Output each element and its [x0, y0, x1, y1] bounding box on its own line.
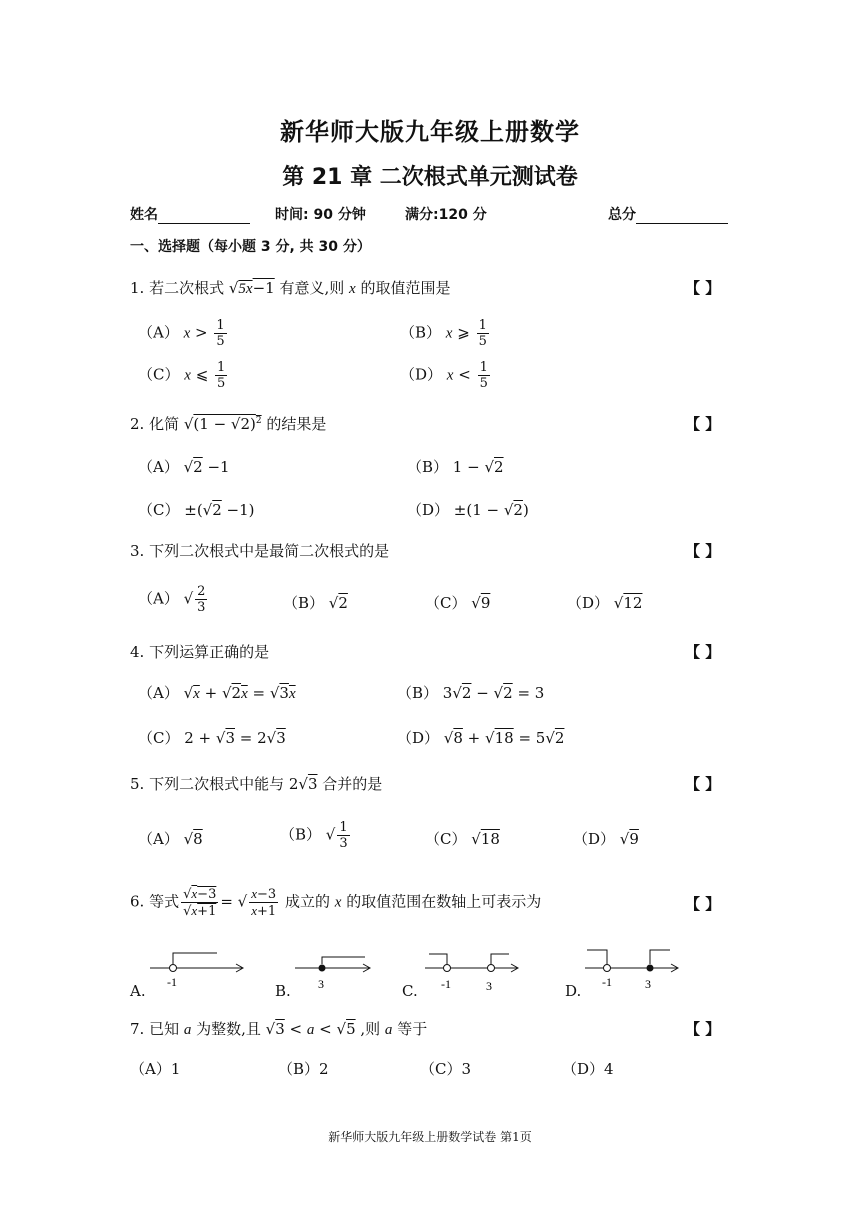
name-field: [130, 204, 250, 224]
q3-option-c[interactable]: （C） √9: [425, 594, 491, 612]
q5-option-c[interactable]: （C） √18: [425, 830, 500, 848]
q2-option-a[interactable]: （A） √2 −1: [138, 458, 230, 476]
answer-bracket-5[interactable]: 【 】: [685, 775, 721, 793]
question-1: 1. 若二次根式 √5x−1 有意义,则 x 的取值范围是: [130, 279, 451, 297]
q5-option-b[interactable]: （B） √ $\frac{1}{3}$: [280, 820, 348, 851]
q6-number-line-a: [150, 948, 250, 993]
full-score-label: 满分:120 分: [405, 207, 487, 223]
axis-label-b-1: 3: [318, 977, 324, 991]
q6-option-c-label[interactable]: C.: [402, 982, 418, 1000]
q2-option-c[interactable]: （C） ±(√2 −1): [138, 501, 255, 519]
name-label: 姓名: [130, 207, 158, 223]
q4-option-c[interactable]: （C） 2 + √3 = 2√3: [138, 729, 286, 747]
section-heading: 一、选择题（每小题 3 分, 共 30 分）: [130, 239, 371, 255]
total-field: [608, 204, 728, 224]
answer-bracket-6[interactable]: 【 】: [685, 895, 721, 913]
question-5: 5. 下列二次根式中能与 2√3 合并的是: [130, 775, 383, 793]
q1-option-c[interactable]: （C） x ⩽ $\frac{1}{5}$: [138, 360, 226, 391]
answer-bracket-2[interactable]: 【 】: [685, 415, 721, 433]
page-footer: 新华师大版九年级上册数学试卷 第1页: [328, 1130, 532, 1144]
q6-number-line-b: [295, 948, 395, 993]
q2-option-d[interactable]: （D） ±(1 − √2): [407, 501, 529, 519]
axis-label-d-1: -1: [602, 975, 612, 989]
q4-option-a[interactable]: （A） √x + √2x = √3x: [138, 684, 296, 702]
q7-option-a[interactable]: （A）1: [130, 1060, 181, 1078]
axis-label-a-1: -1: [167, 975, 177, 989]
q3-option-a[interactable]: （A） √ $\frac{2}{3}$: [138, 584, 206, 615]
question-4: 4. 下列运算正确的是: [130, 643, 270, 661]
q3-option-b[interactable]: （B） √2: [283, 594, 348, 612]
total-blank[interactable]: [636, 209, 728, 224]
q6-number-line-d: [585, 948, 685, 993]
q7-option-d[interactable]: （D）4: [562, 1060, 614, 1078]
answer-bracket-7[interactable]: 【 】: [685, 1020, 721, 1038]
q1-option-b[interactable]: （B） x ⩾ $\frac{1}{5}$: [400, 318, 487, 349]
q4-option-b[interactable]: （B） 3√2 − √2 = 3: [397, 684, 545, 702]
q6-option-d-label[interactable]: D.: [565, 982, 582, 1000]
q7-option-c[interactable]: （C）3: [420, 1060, 472, 1078]
question-7: 7. 已知 a 为整数,且 √3 < a < √5 ,则 a 等于: [130, 1020, 428, 1038]
time-label: 时间: 90 分钟: [275, 207, 366, 223]
q4-option-d[interactable]: （D） √8 + √18 = 5√2: [397, 729, 565, 747]
q6-number-line-c: [425, 948, 525, 993]
question-6: 6. 等式 $\frac{√x-3}{√x+1}$ = √ $\frac{x-3}{x+1}$ 成立的 x 的取值范围在数轴上可表示为: [130, 886, 542, 919]
q6-option-a-label[interactable]: A.: [130, 982, 146, 1000]
axis-label-c-1: -1: [441, 977, 451, 991]
question-2: 2. 化简 $√(1 - √2)^2$ 的结果是: [130, 415, 327, 433]
q1-option-a[interactable]: （A） x > $\frac{1}{5}$: [138, 318, 225, 349]
q7-option-b[interactable]: （B）2: [278, 1060, 329, 1078]
q6-option-b-label[interactable]: B.: [275, 982, 291, 1000]
answer-bracket-1[interactable]: 【 】: [685, 279, 721, 297]
document-title: 新华师大版九年级上册数学: [280, 117, 580, 146]
answer-bracket-4[interactable]: 【 】: [685, 643, 721, 661]
axis-label-c-2: 3: [486, 979, 492, 993]
axis-label-d-2: 3: [645, 977, 651, 991]
total-label: 总分: [608, 207, 636, 223]
q2-option-b[interactable]: （B） 1 − √2: [407, 458, 504, 476]
q5-option-d[interactable]: （D） √9: [573, 830, 639, 848]
q3-option-d[interactable]: （D） √12: [567, 594, 643, 612]
answer-bracket-3[interactable]: 【 】: [685, 542, 721, 560]
question-3: 3. 下列二次根式中是最简二次根式的是: [130, 542, 390, 560]
name-blank[interactable]: [158, 209, 250, 224]
q5-option-a[interactable]: （A） √8: [138, 830, 203, 848]
q1-option-d[interactable]: （D） x < $\frac{1}{5}$: [400, 360, 488, 391]
document-subtitle: 第 21 章 二次根式单元测试卷: [282, 165, 578, 190]
